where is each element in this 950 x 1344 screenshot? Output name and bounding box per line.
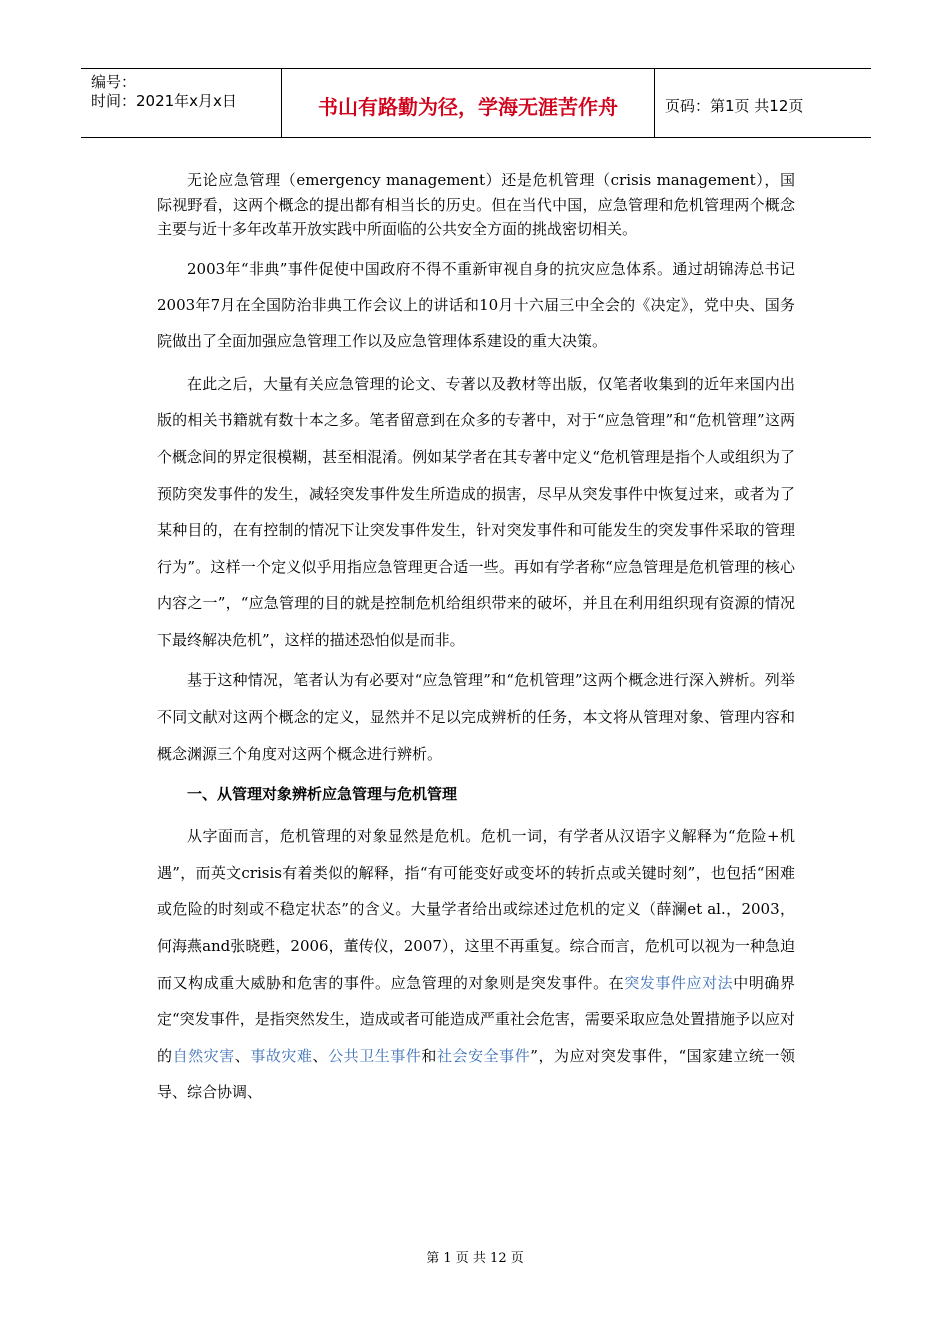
paragraph-sars: 2003年“非典”事件促使中国政府不得不重新审视自身的抗灾应急体系。通过胡锦涛总书记2003年7月在全国防治非典工作会议上的讲话和10月十六届三中全会的《决定》，党中央、国务院做出了全面加强应急管理工作以及应急管理体系建设的重大决策。	[157, 259, 795, 351]
paragraph-management-object	[157, 818, 795, 1111]
paragraph-intro: 无论应急管理（emergency management）还是危机管理（crisis management），国际视野看，这两个概念的提出都有相当长的历史。但在当代中国，应急管理和危机管理两个概念主要与近十多年改革开放实践中所面临的公共安全方面的挑战密切相关。	[157, 171, 795, 238]
document-number-label: 编号：	[91, 73, 137, 91]
text-span: 、	[312, 1046, 329, 1065]
text-span: 、	[234, 1046, 251, 1065]
link-emergency-response-law[interactable]: 突发事件应对法	[624, 973, 734, 992]
link-social-security-events[interactable]: 社会安全事件	[436, 1046, 531, 1065]
page-footer: 第 1 页 共 12 页	[426, 1251, 524, 1266]
document-body	[157, 168, 795, 1115]
text-span: 中明确界定“突发事件，是指突然发生，造成或者可能造成严重社会危害，需要采取应急处置措施予以应对的	[157, 973, 795, 1065]
document-date: 时间：2021年x月x日	[91, 92, 237, 110]
link-public-health-events[interactable]: 公共卫生事件	[328, 1046, 422, 1065]
header-left-cell	[81, 69, 282, 137]
header-motto: 书山有路勤为径，学海无涯苦作舟	[282, 69, 655, 137]
link-natural-disasters[interactable]: 自然灾害	[172, 1046, 235, 1065]
text-span: 从字面而言，危机管理的对象显然是危机。危机一词，有学者从汉语字义解释为“危险+机遇”，而英文crisis有着类似的解释，指“有可能变好或变坏的转折点或关键时刻”，也包括“困难或危险的时刻或不稳定状态”的含义。大量学者给出或综述过危机的定义（薛澜et al.，2003，何海燕and张晓甦，2006，董传仪，2007），这里不再重复。综合而言，危机可以视为一种急迫而又构成重大威胁和危害的事件。应急管理的对象则是突发事件。在	[157, 827, 795, 992]
section-heading: 一、从管理对象辨析应急管理与危机管理	[187, 785, 458, 804]
header-table	[81, 68, 871, 138]
paragraph-purpose: 基于这种情况，笔者认为有必要对“应急管理”和“危机管理”这两个概念进行深入辨析。列举不同文献对这两个概念的定义，显然并不足以完成辨析的任务，本文将从管理对象、管理内容和概念渊源三个角度对这两个概念进行辨析。	[157, 671, 795, 763]
link-accident-disasters[interactable]: 事故灾难	[250, 1046, 313, 1065]
text-span: 和	[421, 1046, 437, 1065]
paragraph-literature: 在此之后，大量有关应急管理的论文、专著以及教材等出版，仅笔者收集到的近年来国内出版的相关书籍就有数十本之多。笔者留意到在众多的专著中，对于“应急管理”和“危机管理”这两个概念间的界定很模糊，甚至相混淆。例如某学者在其专著中定义“危机管理是指个人或组织为了预防突发事件的发生，减轻突发事件发生所造成的损害，尽早从突发事件中恢复过来，或者为了某种目的，在有控制的情况下让突发事件发生，针对突发事件和可能发生的突发事件采取的管理行为”。这样一个定义似乎用指应急管理更合适一些。再如有学者称“应急管理是危机管理的核心内容之一”，“应急管理的目的就是控制危机给组织带来的破坏，并且在利用组织现有资源的情况下最终解决危机”，这样的描述恐怕似是而非。	[157, 374, 795, 649]
text-span: ”，为应对突发事件，“国家建立统一领导、综合协调、	[157, 1046, 795, 1102]
header-page-info: 页码：第1页 共12页	[665, 96, 804, 115]
